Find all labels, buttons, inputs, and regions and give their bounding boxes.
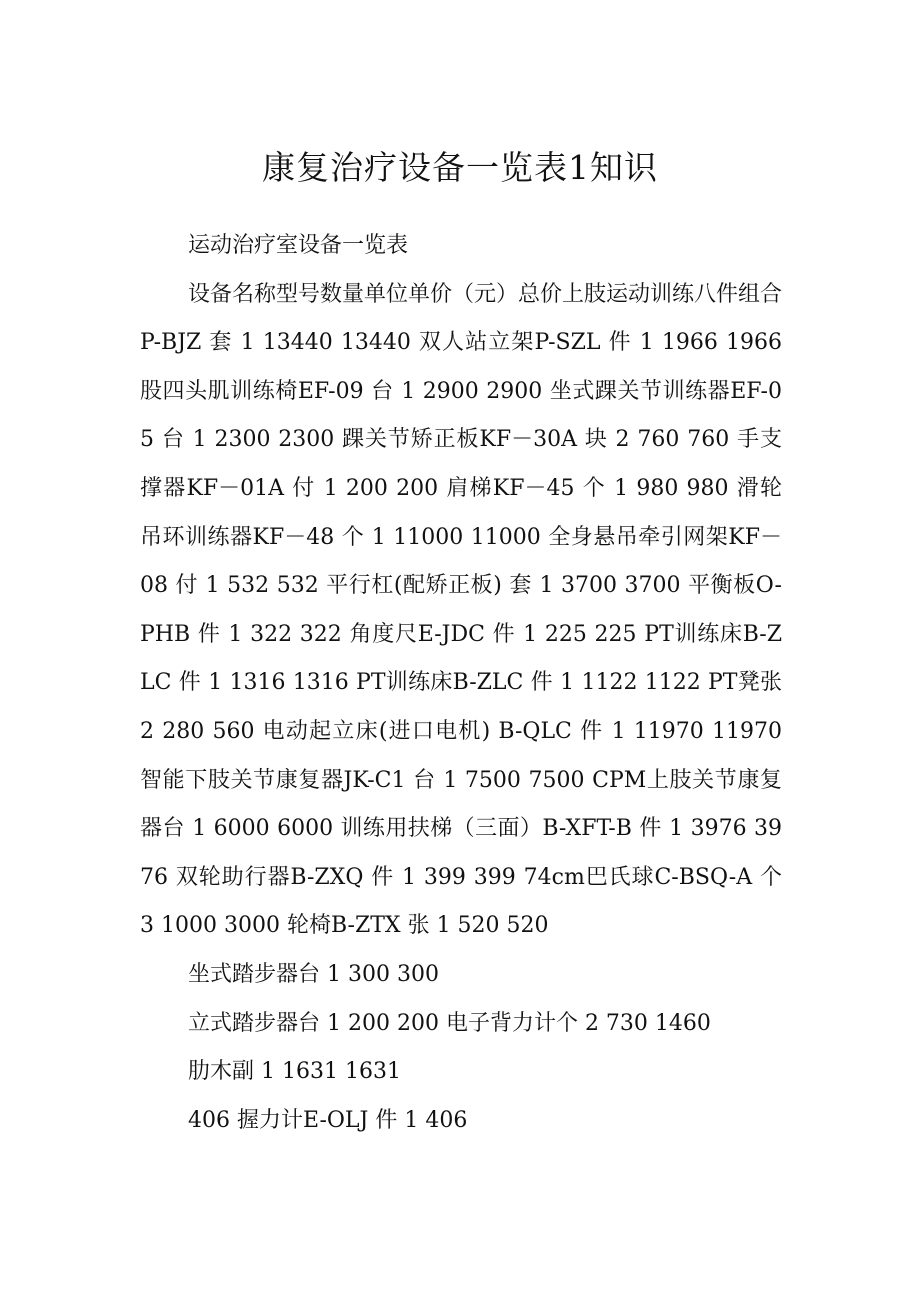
document-body xyxy=(140,222,782,1145)
section-heading: 运动治疗室设备一览表 xyxy=(188,233,409,258)
equipment-list-paragraph: 设备名称型号数量单位单价（元）总价上肢运动训练八件组合P-BJZ 套 1 13440 13440 双人站立架P-SZL 件 1 1966 1966 股四头肌训练椅EF-09 台 1 2900 2900 坐式踝关节训练器EF-05 台 1 2300 2300 踝关节矫正板KF－30A 块 2 760 760 手支撑器KF－01A 付 1 200 200 肩梯KF－45 个 1 980 980 滑轮吊环训练器KF－48 个 1 11000 11000 全身悬吊牵引网架KF－08 付 1 532 532 平行杠(配矫正板) 套 1 3700 3700 平衡板O-PHB 件 1 322 322 角度尺E-JDC 件 1 225 225 PT训练床B-ZLC 件 1 1316 1316 PT训练床B-ZLC 件 1 1122 1122 PT凳张 2 280 560 电动起立床(进口电机) B-QLC 件 1 11970 11970 智能下肢关节康复器JK-C1 台 1 7500 7500 CPM上肢关节康复器台 1 6000 6000 训练用扶梯（三面）B-XFT-B 件 1 3976 3976 双轮助行器B-ZXQ 件 1 399 399 74cm巴氏球C-BSQ-A 个 3 1000 3000 轮椅B-ZTX 张 1 520 520 xyxy=(140,281,783,939)
equipment-line: 立式踏步器台 1 200 200 电子背力计个 2 730 1460 xyxy=(188,1010,711,1036)
equipment-line: 坐式踏步器台 1 300 300 xyxy=(188,961,439,987)
equipment-line: 肋木副 1 1631 1631 xyxy=(188,1059,401,1085)
equipment-line: 406 握力计E-OLJ 件 1 406 xyxy=(188,1107,468,1133)
document-title: 康复治疗设备一览表1知识 xyxy=(262,148,658,187)
